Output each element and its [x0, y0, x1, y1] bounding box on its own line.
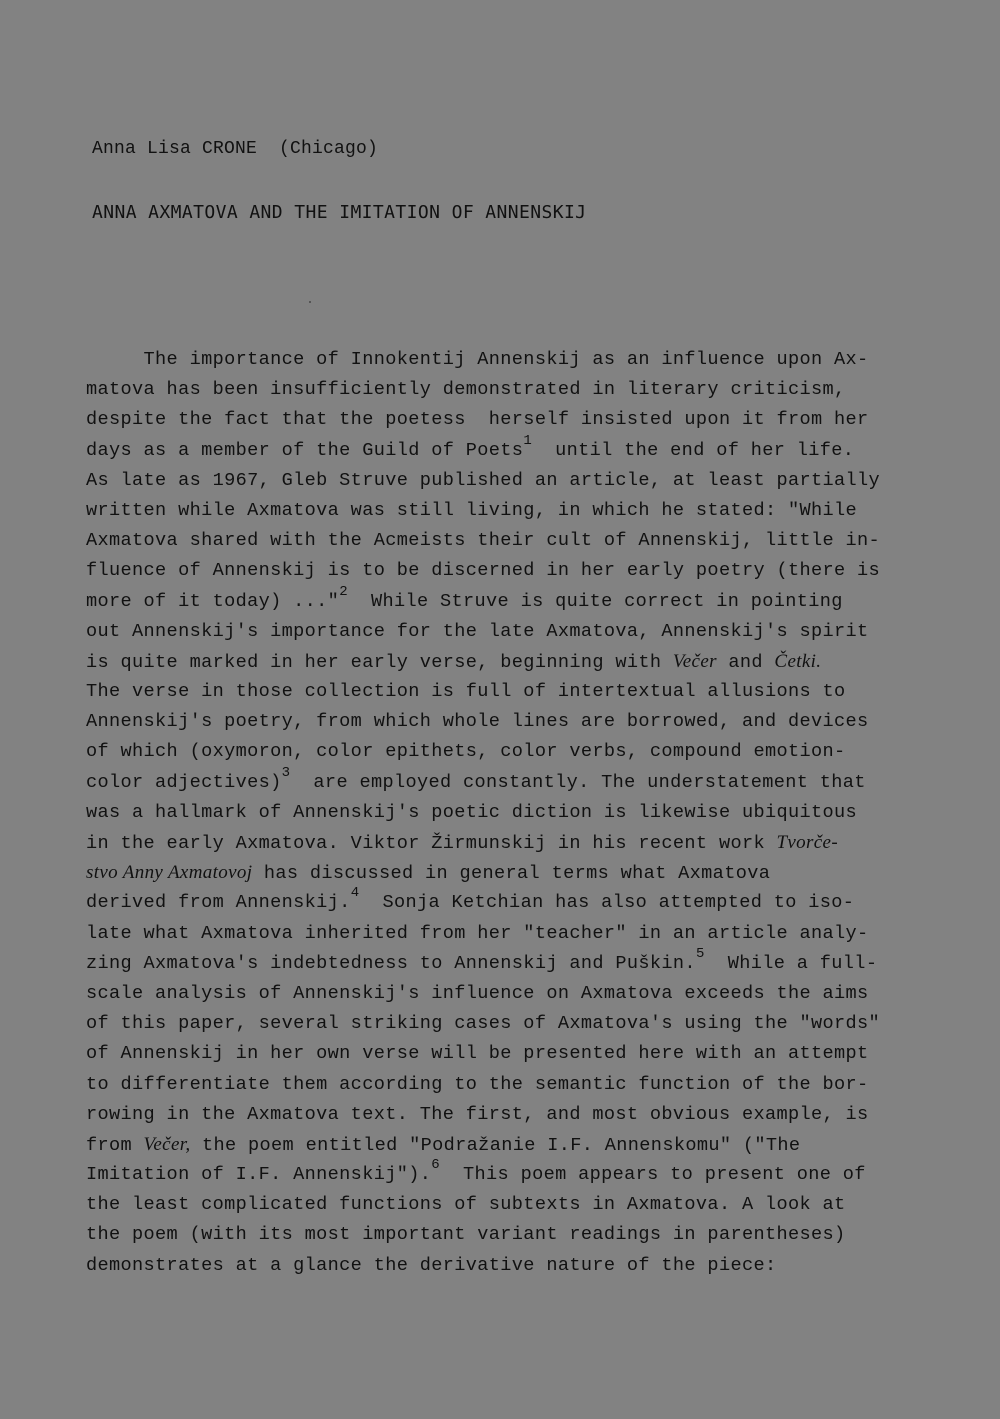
- text-run: days as a member of the Guild of Poets: [86, 439, 524, 461]
- text-run: The verse in those collection is full of intertextual allusions to: [86, 681, 846, 703]
- text-line: [86, 707, 918, 737]
- text-line: [86, 919, 918, 949]
- text-run: demonstrates at a glance the derivative nature of the piece:: [86, 1254, 777, 1276]
- text-line: [86, 677, 918, 707]
- text-run: This poem appears to present one of: [440, 1164, 866, 1186]
- footnote-marker: 1: [523, 432, 533, 449]
- text-line: [86, 858, 918, 888]
- text-run: Sonja Ketchian has also attempted to iso-: [359, 892, 855, 914]
- text-run: of this paper, several striking cases of Axmatova's using the "words": [86, 1013, 881, 1035]
- footnote-marker: 6: [431, 1157, 441, 1174]
- text-run: the poem (with its most important variant readings in parentheses): [86, 1224, 846, 1246]
- text-run: color adjectives): [86, 771, 282, 793]
- italic-title: stvo Anny Axmatovoj: [86, 862, 253, 884]
- text-run: rowing in the Axmatova text. The first, and most obvious example, is: [86, 1103, 869, 1125]
- text-line: [86, 979, 918, 1009]
- text-run: While a full-: [704, 952, 878, 974]
- italic-title: Četki.: [774, 650, 822, 672]
- text-line: [86, 647, 918, 677]
- text-run: is quite marked in her early verse, beginning with: [86, 651, 673, 673]
- text-run: more of it today) ...": [86, 590, 340, 612]
- text-run: until the end of her life.: [532, 439, 855, 461]
- text-line: [86, 737, 918, 767]
- footnote-marker: 2: [339, 583, 348, 600]
- text-run: The importance of Innokentij Annenskij as an influence upon Ax-: [86, 349, 869, 370]
- text-run: While Struve is quite correct in pointing: [347, 590, 843, 612]
- article-title: ANNA AXMATOVA AND THE IMITATION OF ANNENSKIJ: [92, 202, 587, 223]
- text-run: fluence of Annenskij is to be discerned in her early poetry (there is: [86, 560, 881, 582]
- text-run: out Annenskij's importance for the late Axmatova, Annenskij's spirit: [86, 620, 869, 642]
- text-run: in the early Axmatova. Viktor Žirmunskij in his recent work: [86, 833, 777, 854]
- text-line: [86, 885, 918, 918]
- text-line: [86, 945, 918, 979]
- text-line: [86, 405, 918, 435]
- text-run: of Annenskij in her own verse will be presented here with an attempt: [86, 1043, 869, 1065]
- text-line: [86, 1070, 918, 1100]
- text-line: [86, 1130, 918, 1160]
- scan-speck: [309, 301, 311, 303]
- text-line: [86, 764, 918, 798]
- text-run: late what Axmatova inherited from her "teacher" in an article analy-: [86, 922, 869, 944]
- text-run: Annenskij's poetry, from which whole lines are borrowed, and devices: [86, 711, 869, 733]
- text-line: [86, 1039, 918, 1069]
- footnote-marker: 4: [350, 885, 360, 902]
- body-text: [86, 345, 918, 1281]
- text-run: derived from Annenskij.: [86, 892, 351, 914]
- text-run: to differentiate them according to the semantic function of the bor-: [86, 1073, 869, 1095]
- text-line: [86, 1251, 918, 1281]
- italic-title: Večer,: [143, 1133, 191, 1155]
- text-line: [86, 798, 918, 828]
- text-line: [86, 345, 918, 375]
- author-affiliation: (Chicago): [279, 139, 379, 159]
- text-run: Imitation of I.F. Annenskij").: [86, 1164, 432, 1186]
- footnote-marker: 3: [281, 764, 291, 781]
- text-run: zing Axmatova's indebtedness to Annenskij and Puškin.: [86, 952, 696, 974]
- text-run: despite the fact that the poetess herself insisted upon it from her: [86, 409, 869, 431]
- text-run: matova has been insufficiently demonstrated in literary criticism,: [86, 379, 846, 401]
- text-line: [86, 496, 918, 526]
- text-line: [86, 828, 918, 858]
- text-run: are employed constantly. The understatement that: [290, 771, 866, 793]
- footnote-marker: 5: [695, 945, 705, 962]
- text-line: [86, 375, 918, 405]
- author-name: Anna Lisa CRONE: [92, 139, 258, 159]
- author-line: [92, 139, 378, 159]
- text-line: [86, 1190, 918, 1220]
- text-run: of which (oxymoron, color epithets, color verbs, compound emotion-: [86, 741, 846, 763]
- text-run: from: [86, 1134, 144, 1156]
- italic-title: Večer: [672, 650, 717, 672]
- italic-title: Tvorče-: [776, 832, 839, 853]
- text-run: As late as 1967, Gleb Struve published an article, at least partially: [86, 469, 881, 491]
- text-run: the least complicated functions of subtexts in Axmatova. A look at: [86, 1194, 846, 1216]
- text-line: [86, 556, 918, 586]
- text-line: [86, 466, 918, 496]
- text-line: [86, 583, 918, 617]
- text-run: the poem entitled "Podražanie I.F. Annenskomu" ("The: [190, 1134, 801, 1156]
- text-line: [86, 1100, 918, 1130]
- text-line: [86, 432, 918, 466]
- text-run: was a hallmark of Annenskij's poetic diction is likewise ubiquitous: [86, 801, 858, 823]
- text-line: [86, 526, 918, 556]
- text-line: [86, 1009, 918, 1039]
- text-run: has discussed in general terms what Axmatova: [252, 863, 771, 885]
- text-run: Axmatova shared with the Acmeists their cult of Annenskij, little in-: [86, 530, 881, 552]
- text-line: [86, 1220, 918, 1250]
- text-line: [86, 1157, 918, 1190]
- text-run: and: [716, 651, 775, 673]
- text-run: scale analysis of Annenskij's influence on Axmatova exceeds the aims: [86, 982, 869, 1004]
- text-run: written while Axmatova was still living, in which he stated: "While: [86, 499, 858, 521]
- text-line: [86, 617, 918, 647]
